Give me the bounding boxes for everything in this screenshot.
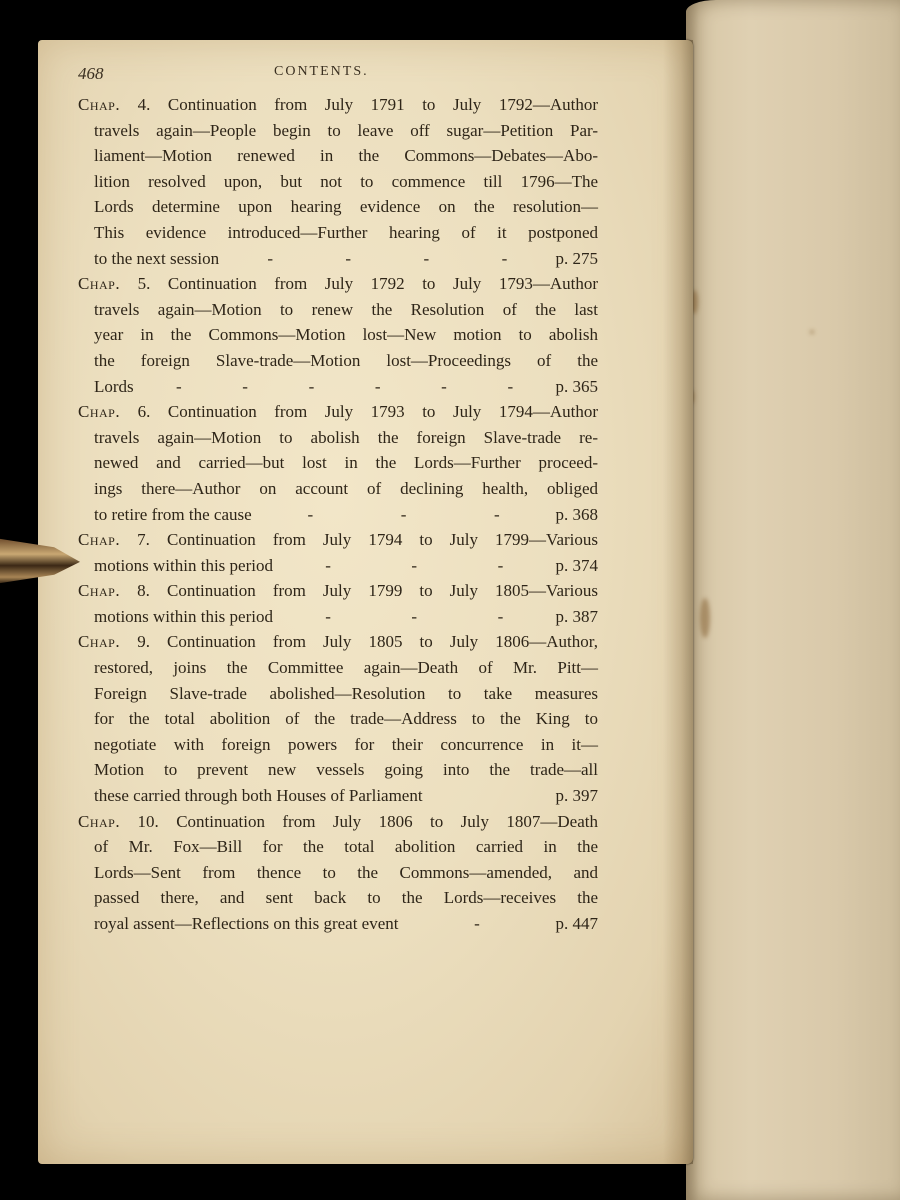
facing-page <box>686 0 900 1200</box>
chapter-entry <box>78 578 598 629</box>
chapter-number: 7. <box>120 530 167 550</box>
chapter-line: passed there, and sent back to the Lords—receives the <box>94 888 598 908</box>
chapter-line: Foreign Slave-trade abolished—Resolution to take measures <box>94 683 598 703</box>
chapter-label: Chap. <box>78 402 121 422</box>
chapter-line: Lords—Sent from thence to the Commons—amended, and <box>94 862 598 882</box>
chapter-line: Lords determine upon hearing evidence on the resolution— <box>94 197 598 217</box>
chapter-line: the foreign Slave-trade—Motion lost—Proceedings of the <box>94 350 598 370</box>
chapter-line: travels again—Motion to abolish the foreign Slave-trade re- <box>94 427 598 447</box>
chapter-last-text: royal assent—Reflections on this great event <box>94 914 399 933</box>
chapter-number: 9. <box>120 632 168 652</box>
chapter-last-line <box>78 502 598 528</box>
leader-dash: - <box>267 248 274 268</box>
chapter-line: liament—Motion renewed in the Commons—Debates—Abo- <box>94 146 598 166</box>
chapter-last-text: motions within this period <box>94 555 273 575</box>
page-reference: p. 374 <box>555 555 598 575</box>
chapter-last-text: to the next session <box>94 248 220 268</box>
leader-dash: - <box>325 606 331 626</box>
chapter-first-text: Continuation from July 1793 to July 1794—Author <box>167 402 598 422</box>
dot-leader <box>273 604 556 630</box>
chapter-line: ings there—Author on account of declining health, obliged <box>94 478 598 498</box>
chapter-line: newed and carried—but lost in the Lords—Further proceed- <box>94 453 598 473</box>
leader-dash: - <box>411 606 418 626</box>
chapter-number: 8. <box>120 581 167 601</box>
chapter-line: Motion to prevent new vessels going into the trade—all <box>94 760 598 780</box>
chapter-entry <box>78 399 598 527</box>
chapter-last-text: these carried through both Houses of Parliament <box>94 786 423 806</box>
chapter-entry <box>78 809 598 937</box>
chapter-entry <box>78 271 598 399</box>
chapter-line: travels again—Motion to renew the Resolution of the last <box>94 299 598 319</box>
leader-dash: - <box>497 555 504 575</box>
chapter-number: 6. <box>120 402 168 422</box>
leader-dash: - <box>501 248 508 268</box>
page-reference: p. 365 <box>555 376 598 396</box>
dot-leader <box>252 502 556 528</box>
chapter-line: restored, joins the Committee again—Death of Mr. Pitt— <box>94 658 598 678</box>
chapter-last-line <box>78 246 598 272</box>
chapter-label: Chap. <box>78 95 121 114</box>
leader-dash: - <box>507 376 514 396</box>
leader-dash: - <box>374 376 381 396</box>
chapter-first-line <box>78 809 598 835</box>
page-reference: p. 275 <box>555 248 598 268</box>
chapter-first-text: Continuation from July 1794 to July 1799—Various <box>166 530 598 550</box>
leader-dash: - <box>308 376 315 396</box>
page-gutter-shadow <box>663 40 693 1164</box>
leader-dash: - <box>474 914 480 933</box>
chapter-line: travels again—People begin to leave off sugar—Petition Par- <box>94 120 598 140</box>
chapter-line: negotiate with foreign powers for their concurrence in it— <box>94 734 598 754</box>
chapter-label: Chap. <box>78 274 121 294</box>
chapter-first-text: Continuation from July 1805 to July 1806—Author, <box>167 632 598 652</box>
chapter-last-text: Lords <box>94 376 134 396</box>
chapter-number: 4. <box>120 95 168 114</box>
chapter-first-line <box>78 271 598 297</box>
foxing-spot <box>700 598 710 638</box>
chapter-last-line <box>78 604 598 630</box>
running-head: CONTENTS. <box>274 64 369 79</box>
leader-dash: - <box>497 606 504 626</box>
contents-list <box>78 92 598 937</box>
leader-dash: - <box>411 555 418 575</box>
dot-leader <box>273 553 556 579</box>
chapter-line: lition resolved upon, but not to commence till 1796—The <box>94 171 598 191</box>
chapter-label: Chap. <box>78 632 121 652</box>
chapter-last-line <box>78 553 598 579</box>
chapter-first-text: Continuation from July 1799 to July 1805—Various <box>166 581 598 601</box>
chapter-last-line <box>78 911 598 937</box>
chapter-first-text: Continuation from July 1792 to July 1793—Author <box>167 274 598 294</box>
chapter-line: This evidence introduced—Further hearing of it postponed <box>94 222 598 242</box>
leader-dash: - <box>423 248 430 268</box>
leader-dash: - <box>441 376 447 396</box>
chapter-label: Chap. <box>78 811 121 831</box>
chapter-last-line <box>78 374 598 400</box>
leader-dash: - <box>400 504 407 524</box>
leader-dash: - <box>494 504 500 524</box>
page-reference: p. 368 <box>555 504 598 524</box>
chapter-first-line <box>78 399 598 425</box>
dot-leader <box>219 246 555 272</box>
leader-dash: - <box>345 248 352 268</box>
page-reference: p. 447 <box>555 914 598 933</box>
chapter-line: for the total abolition of the trade—Address to the King to <box>94 709 598 729</box>
page-reference: p. 387 <box>555 606 598 626</box>
chapter-first-line <box>78 527 598 553</box>
chapter-entry <box>78 92 598 271</box>
chapter-line: year in the Commons—Motion lost—New motion to abolish <box>94 325 598 345</box>
chapter-first-line <box>78 578 598 604</box>
chapter-last-text: to retire from the cause <box>94 504 252 524</box>
leader-dash: - <box>307 504 314 524</box>
dot-leader <box>134 374 556 400</box>
chapter-label: Chap. <box>78 581 121 601</box>
chapter-number: 10. <box>120 811 177 831</box>
chapter-last-line <box>78 783 598 809</box>
leader-dash: - <box>325 555 331 575</box>
dot-leader <box>399 911 556 937</box>
chapter-first-line <box>78 629 598 655</box>
chapter-first-text: Continuation from July 1806 to July 1807—Death <box>176 811 598 831</box>
leader-dash: - <box>242 376 248 396</box>
page-number: 468 <box>78 64 104 83</box>
chapter-number: 5. <box>120 274 168 294</box>
chapter-entry <box>78 629 598 808</box>
chapter-label: Chap. <box>78 530 121 550</box>
chapter-entry <box>78 527 598 578</box>
chapter-first-line <box>78 92 598 118</box>
page-reference: p. 397 <box>555 786 598 806</box>
leader-dash: - <box>175 376 182 396</box>
chapter-last-text: motions within this period <box>94 606 273 626</box>
foxing-spot <box>810 330 814 334</box>
chapter-line: of Mr. Fox—Bill for the total abolition carried in the <box>94 837 598 857</box>
page-header <box>78 62 598 88</box>
chapter-first-text: Continuation from July 1791 to July 1792—Author <box>167 95 598 114</box>
